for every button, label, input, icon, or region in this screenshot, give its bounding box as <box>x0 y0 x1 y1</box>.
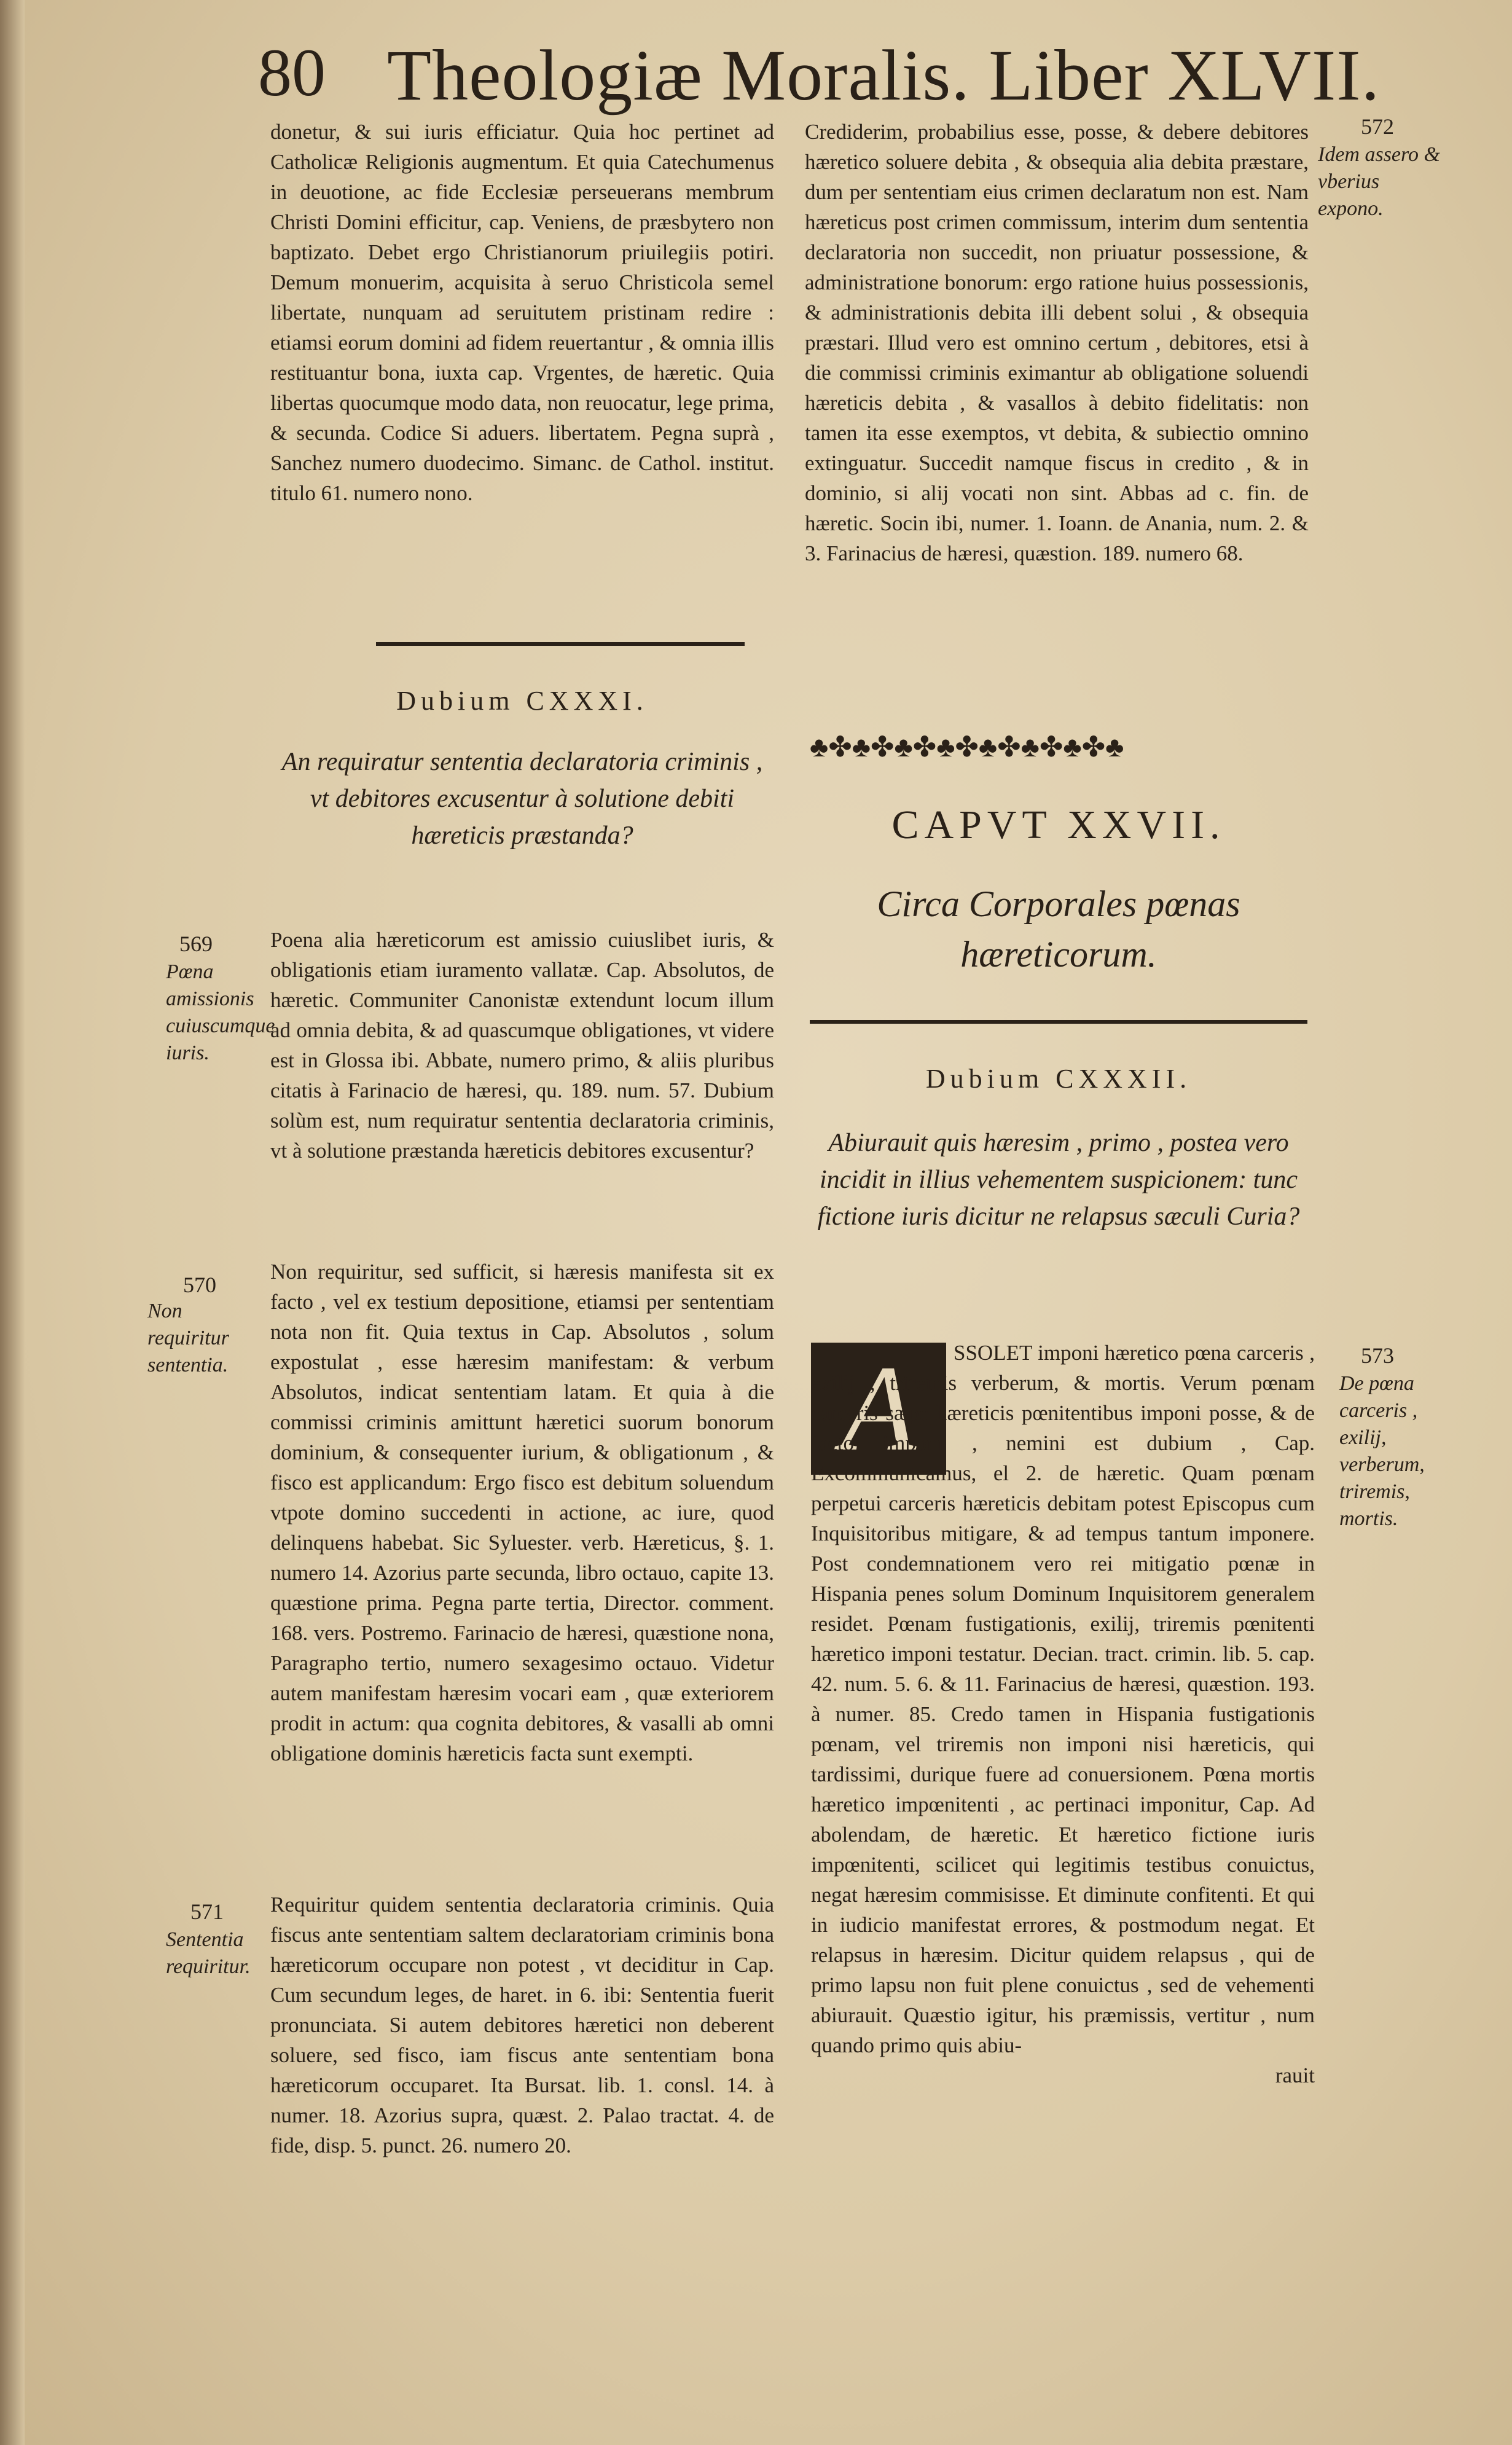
catchword: rauit <box>1275 2063 1315 2087</box>
ornament-glyphs: ♣✤♣✤♣✤♣✤♣✤♣✤♣✤♣ <box>810 731 1124 763</box>
drop-cap-letter: A <box>811 1343 946 1475</box>
paragraph-569-text: Poena alia hæreticorum est amissio cuiuslibet iuris, & obligationis etiam iuramento vallatæ. Cap. Absolutos, de hæretic. Communiter Canonistæ extendunt locum illum ad omnia debita, & ad quascumque obligationes, vt videre est in Glossa ibi. Abbate, numero primo, & aliis pluribus citatis à Farinacio de hæresi, qu. 189. num. 57. Dubium solùm est, num requiratur sententia declaratoria criminis, vt à solutione præstanda hæreticis debitores excusentur? <box>270 928 774 1163</box>
margin-number-571: 571 <box>190 1899 224 1924</box>
margin-note-572: Idem assero & vberius expono. <box>1318 143 1440 220</box>
question-131: An requiratur sententia declaratoria criminis , vt debitores excusentur à solutione debiti hæreticis præstanda? <box>281 748 763 850</box>
paragraph-573 <box>811 1338 1315 2090</box>
caput-rule <box>810 1020 1307 1024</box>
margin-number-570: 570 <box>183 1273 216 1297</box>
paragraph-570-text: Non requiritur, sed sufficit, si hæresis manifesta sit ex facto , vel ex testium depositione, etiamsi per sententiam nota non fit. Quia textus in Cap. Absolutos , solum expostulat , esse hæresim manifestam: & verbum Absolutos, indicat sententiam latam. Et quia à die commissi criminis amittunt hæretici suorum bonorum dominium, & consequenter iurium, & obligationum , & fisco est applicandum: Ergo fisco est debitum soluendum vtpote domino succedenti in actione, ac iure, quod delinquens habebat. Sic Syluester. verb. Hæreticus, §. 1. numero 14. Azorius parte secunda, libro octauo, capite 13. quæstione prima. Pegna parte tertia, Director. comment. 168. vers. Postremo. Farinacio de hæresi, quæstione nona, Paragrapho tertio, numero sexagesimo octauo. Videtur autem manifestam hæresim vocari eam , quæ exteriorem prodit in actum: qua cognita debitores, & vasalli ab omni obligatione dominis hæreticis facta sunt exempti. <box>270 1260 774 1765</box>
paragraph-570 <box>270 1257 774 1768</box>
right-column <box>805 117 1309 568</box>
paragraph-571-text: Requiritur quidem sententia declaratoria criminis. Quia fiscus ante sententiam saltem declaratoriam criminis bona hæreticorum occupare non potest , vt deciditur in Cap. Cum secundum leges, de haret. in 6. ibi: Sententia fuerit pronunciata. Si autem debitores hæretici non deberent soluere, sed fisco, iam fiscus ante sententiam bona hæreticorum occuparet. Ita Bursat. lib. 1. consl. 14. à numer. 18. Azorius supra, quæst. 2. Palao tractat. 4. de fide, disp. 5. punct. 26. numero 20. <box>270 1893 774 2157</box>
paragraph-571 <box>270 1890 774 2160</box>
section-rule <box>376 642 745 646</box>
running-header <box>258 34 1381 116</box>
caput-subtitle: Circa Corporales pœnas hæreticorum. <box>877 884 1240 975</box>
page-gutter-shadow <box>0 0 25 2445</box>
intro-paragraph: donetur, & sui iuris efficiatur. Quia hoc pertinet ad Catholicæ Religionis augmentum. Et quia Catechumenus in deuotione, ac fide Ecclesiæ perseuerans membrum Christi Domini efficitur, cap. Veniens, de præsbytero non baptizato. Debet ergo Christianorum priuilegiis potiri. Demum monuerim, acquisita à seruo Christicola semel libertate, nunquam ad seruitutem pristinam redire : etiamsi eorum domini ad fidem reuertantur , & omnia illis restituantur bona, iuxta cap. Vrgentes, de hæretic. Quia libertas quocumque modo data, non reuocatur, lege prima, & secunda. Codice Si aduers. libertatem. Pegna suprà , Sanchez numero duodecimo. Simanc. de Cathol. institut. titulo 61. numero nono. <box>270 120 774 505</box>
question-132: Abiurauit quis hæresim , primo , postea vero incidit in illius vehementem suspicionem: tunc fictione iuris dicitur ne relapsus sæculi Curia? <box>817 1129 1300 1231</box>
margin-note-573: De pœna carceris , exilij, verberum, triremis, mortis. <box>1339 1372 1425 1530</box>
margin-number-569: 569 <box>179 932 213 956</box>
caput-title: CAPVT XXVII. <box>891 803 1226 847</box>
margin-note-571: Sententia requiritur. <box>166 1928 251 1978</box>
margin-note-569: Pœna amissionis cuiuscumque iuris. <box>166 960 275 1064</box>
paragraph-569 <box>270 925 774 1166</box>
dubium-title-132: Dubium CXXXII. <box>925 1064 1192 1094</box>
ornament-band <box>810 728 1307 765</box>
page-number: 80 <box>258 35 326 110</box>
margin-number-573: 573 <box>1361 1343 1394 1368</box>
running-title: Theologiæ Moralis. Liber XLVII. <box>387 35 1381 116</box>
left-column <box>270 117 774 508</box>
paragraph-573-text: SSOLET imponi hæretico pœna carceris , exilij , triremis verberum, & mortis. Verum pœnam carceris sæpe hæreticis pœnitentibus imponi posse, & de facto imponi , nemini est dubium , Cap. Excommunicamus, el 2. de hæretic. Quam pœnam perpetui carceris hæreticis debitam potest Episcopus cum Inquisitoribus mitigare, & ad tempus tantum imponere. Post condemnationem vero rei mitigatio pœnæ in Hispania penes solum Dominum Inquisitorem generalem residet. Pœnam fustigationis, exilij, triremis pœnitenti hæretico imponi testatur. Decian. tract. crimin. lib. 5. cap. 42. num. 5. 6. & 11. Farinacius de hæresi, quæstion. 193. à numer. 85. Credo tamen in Hispania fustigationis pœnam, vel triremis non imponi nisi hæreticis, qui tardissimi, durique fuere ad conuersionem. Pœna mortis hæretico impœnitenti , ac pertinaci imponitur, Cap. Ad abolendam, de hæretic. Et hæretico fictione iuris impœnitenti, scilicet qui legitimis testibus conuictus, negat hæresim commisisse. Et diminute confitenti. Et qui in iudicio manifestat errores, & postmodum negat. Et relapsus in hæresim. Dicitur quidem relapsus , qui de primo lapsu non fuit plene conuictus , sed de vehementi abiurauit. Quæstio igitur, his præmissis, vertitur , num quando primo quis abiu- <box>811 1341 1315 2057</box>
margin-note-570: Non requiritur sententia. <box>147 1300 229 1376</box>
paragraph-572: Crediderim, probabilius esse, posse, & debere debitores hæretico soluere debita , & obsequia alia debita præstare, dum per sententiam eius crimen declaratum non est. Nam hæreticus post crimen commissum, interim dum sententia declaratoria non succedit, non priuatur possessione, & administratione bonorum: ergo ratione huius possessionis, & administrationis debita illi debent solui , & obsequia præstari. Illud vero est omnino certum , debitores, etsi à die commissi criminis eximantur ab obligatione soluendi hæreticis debita , & vasallos à debito fidelitatis: non tamen ita esse exemptos, vt debita, & subiectio omnino extinguatur. Succedit namque fiscus in credito , & in dominio, si alij vocati non sint. Abbas ad c. fin. de hæretic. Socin ibi, numer. 1. Ioann. de Anania, num. 2. & 3. Farinacius de hæresi, quæstion. 189. numero 68. <box>805 120 1309 565</box>
dubium-title-131: Dubium CXXXI. <box>396 686 648 716</box>
margin-number-572: 572 <box>1361 114 1394 139</box>
